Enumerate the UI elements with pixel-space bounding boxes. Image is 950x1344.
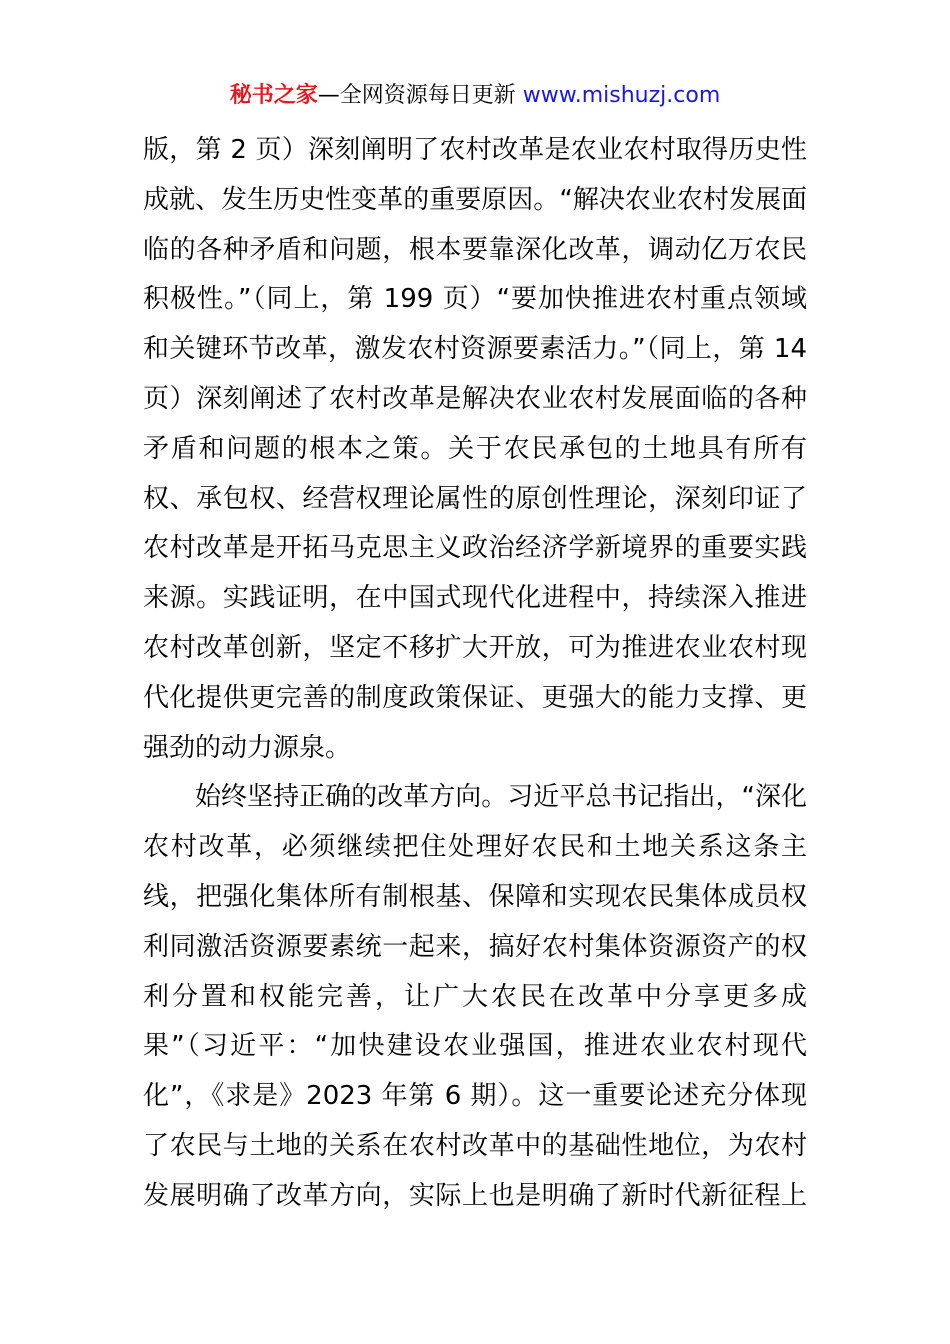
header-tagline: —全网资源每日更新 bbox=[317, 83, 523, 108]
header-url-link[interactable]: www.mishuzj.com bbox=[522, 83, 721, 108]
header-brand: 秘书之家 bbox=[229, 83, 318, 108]
document-body bbox=[143, 126, 807, 1222]
paragraph-1: 版，第 2 页）深刻阐明了农村改革是农业农村取得历史性成就、发生历史性变革的重要原因。“解决农业农村发展面临的各种矛盾和问题，根本要靠深化改革，调动亿万农民积极性。”（同上，第 199 页）“要加快推进农村重点领域和关键环节改革，激发农村资源要素活力。”（同上，第 14 页）深刻阐述了农村改革是解决农业农村发展面临的各种矛盾和问题的根本之策。关于农民承包的土地具有所有权、承包权、经营权理论属性的原创性理论，深刻印证了农村改革是开拓马克思主义政治经济学新境界的重要实践来源。实践证明，在中国式现代化进程中，持续深入推进农村改革创新，坚定不移扩大开放，可为推进农业农村现代化提供更完善的制度政策保证、更强大的能力支撑、更强劲的动力源泉。 bbox=[143, 135, 807, 763]
paragraph-2: 始终坚持正确的改革方向。习近平总书记指出，“深化农村改革，必须继续把住处理好农民和土地关系这条主线，把强化集体所有制根基、保障和实现农民集体成员权利同激活资源要素统一起来，搞好农村集体资源资产的权利分置和权能完善，让广大农民在改革中分享更多成果”（习近平：“加快建设农业强国，推进农业农村现代化”，《求是》2023 年第 6 期）。这一重要论述充分体现了农民与土地的关系在农村改革中的基础性地位，为农村发展明确了改革方向，实际上也是明确了新时代新征程上 bbox=[143, 782, 807, 1211]
page-header bbox=[0, 82, 950, 110]
